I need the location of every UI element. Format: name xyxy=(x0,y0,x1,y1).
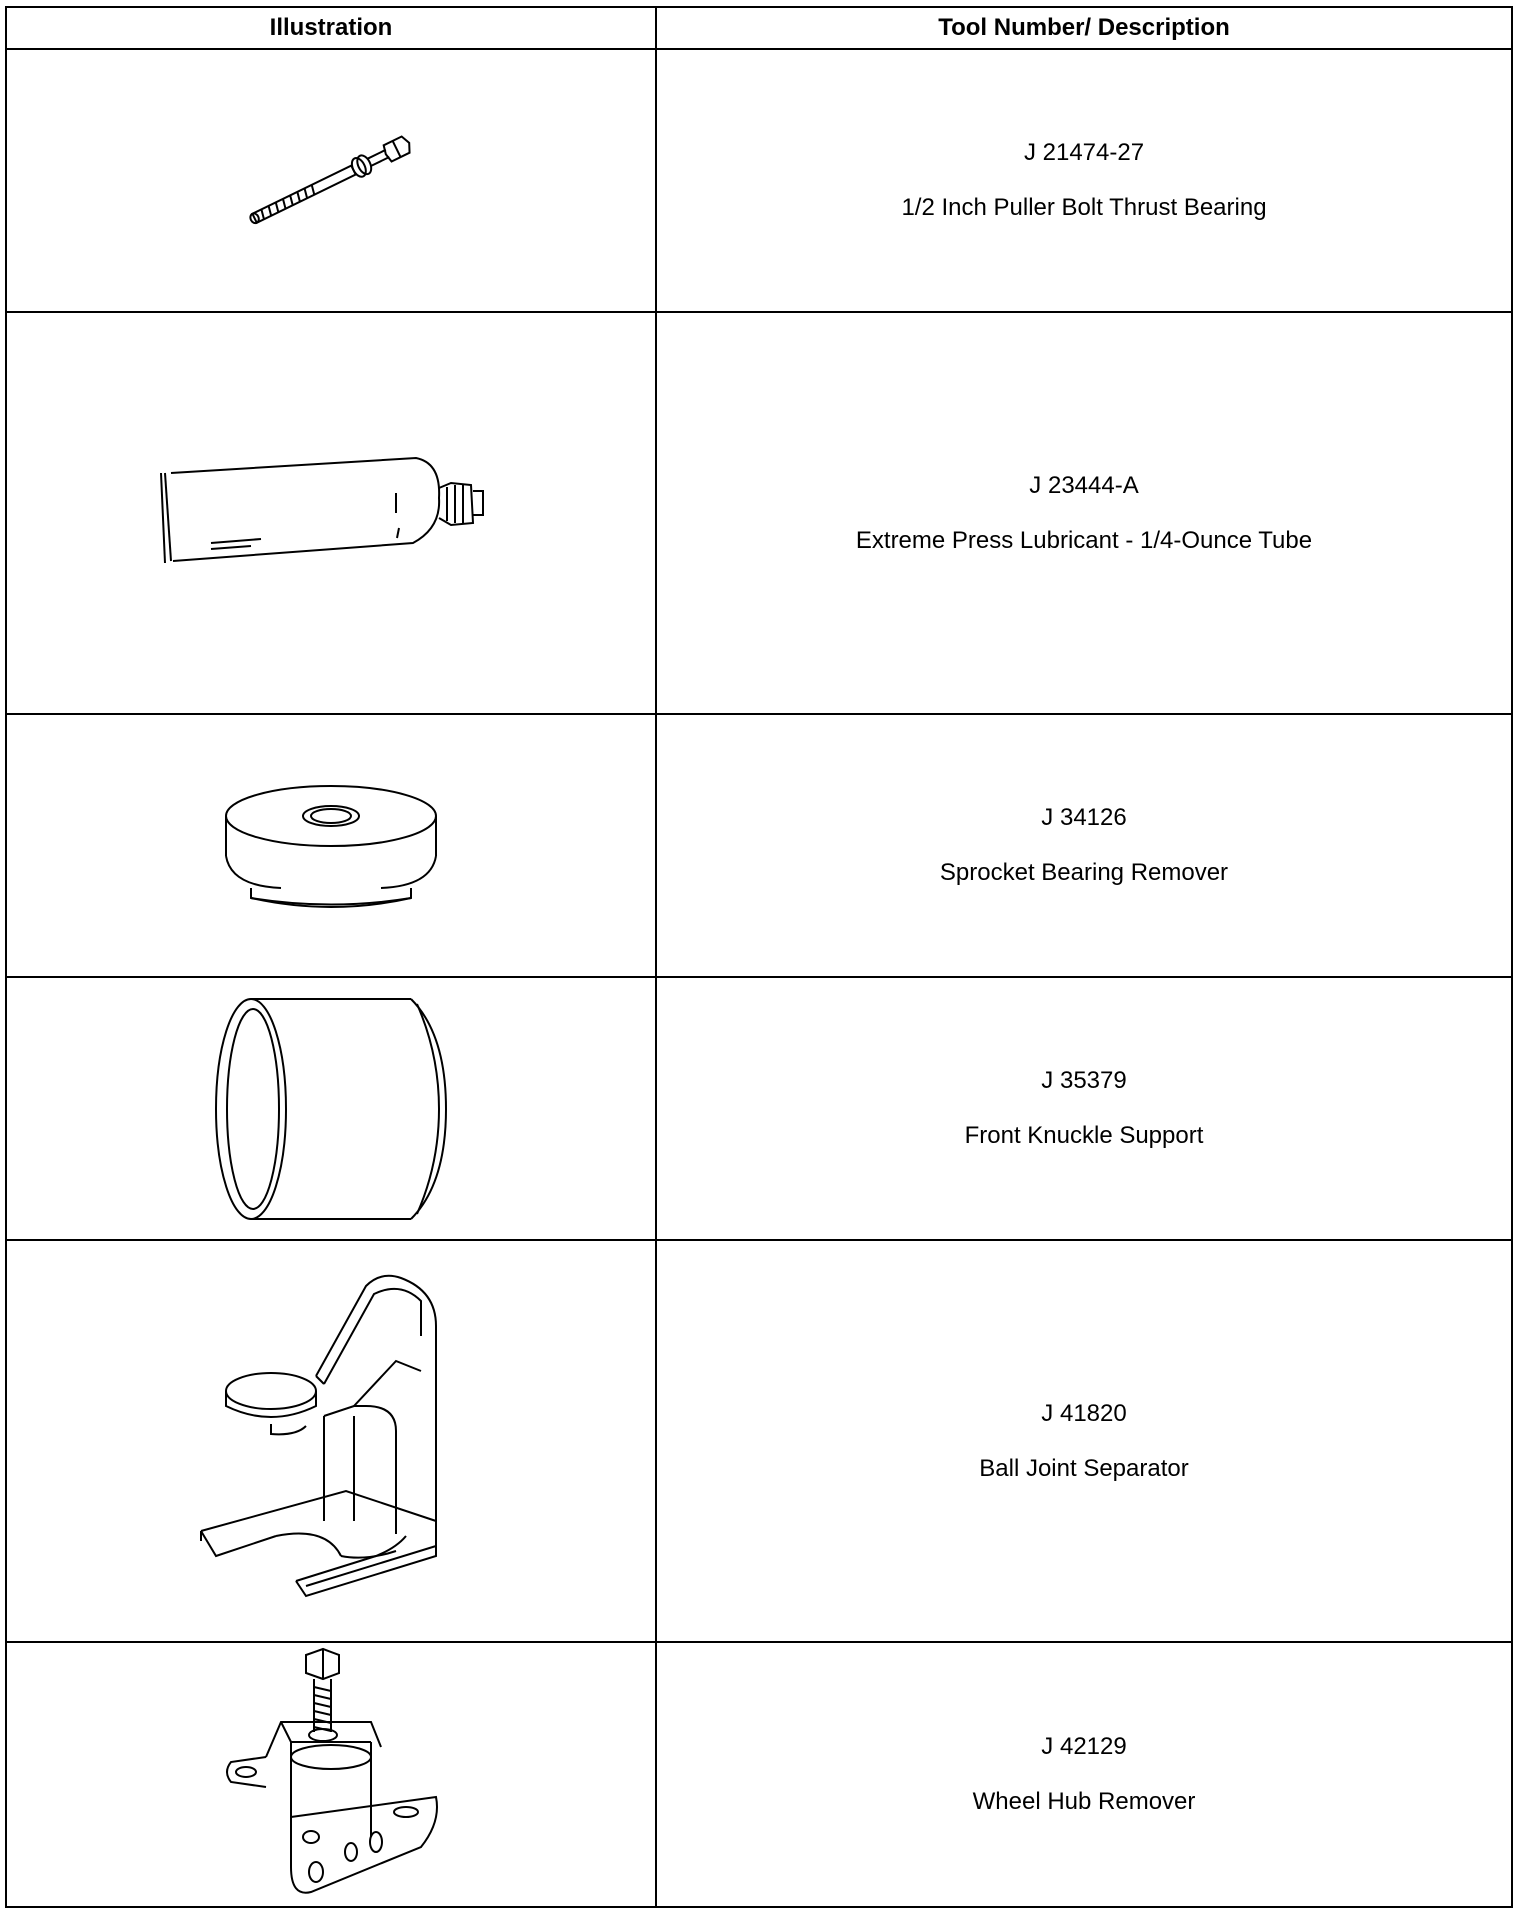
table-row xyxy=(6,977,1512,1240)
knuckle-support-icon xyxy=(211,994,451,1224)
tool-description: 1/2 Inch Puller Bolt Thrust Bearing xyxy=(901,194,1267,221)
tool-info-cell xyxy=(656,49,1512,312)
tool-info-cell xyxy=(656,1642,1512,1907)
wheel-hub-remover-icon xyxy=(221,1647,441,1902)
tool-info-cell xyxy=(656,977,1512,1240)
ball-joint-separator-icon xyxy=(196,1266,466,1616)
tool-description: Wheel Hub Remover xyxy=(972,1788,1196,1815)
tool-description: Ball Joint Separator xyxy=(979,1454,1189,1482)
tool-number: J 35379 xyxy=(1041,1067,1127,1094)
tool-number: J 23444-A xyxy=(1029,471,1139,499)
header-illustration: Illustration xyxy=(6,7,656,49)
tool-info-cell xyxy=(656,312,1512,714)
tool-info-cell xyxy=(656,714,1512,977)
illustration-cell xyxy=(6,1642,656,1907)
illustration-cell xyxy=(6,977,656,1240)
header-tool-description: Tool Number/ Description xyxy=(656,7,1512,49)
illustration-cell xyxy=(6,49,656,312)
table-row xyxy=(6,714,1512,977)
table-header-row xyxy=(6,7,1512,49)
tool-description: Sprocket Bearing Remover xyxy=(939,859,1229,886)
tool-description: Extreme Press Lubricant - 1/4-Ounce Tube xyxy=(855,526,1313,554)
tool-number: J 42129 xyxy=(1041,1733,1127,1760)
illustration-cell xyxy=(6,312,656,714)
puller-bolt-icon xyxy=(226,121,436,241)
tool-description: Front Knuckle Support xyxy=(964,1122,1204,1149)
illustration-cell xyxy=(6,714,656,977)
special-tools-table xyxy=(5,6,1513,1908)
bearing-remover-icon xyxy=(221,776,441,916)
table-row xyxy=(6,1642,1512,1907)
tool-number: J 34126 xyxy=(1041,804,1127,831)
table-row xyxy=(6,49,1512,312)
table-row xyxy=(6,1240,1512,1642)
tool-info-cell xyxy=(656,1240,1512,1642)
illustration-cell xyxy=(6,1240,656,1642)
table-row xyxy=(6,312,1512,714)
tool-number: J 21474-27 xyxy=(1023,139,1145,166)
tool-number: J 41820 xyxy=(1041,1399,1127,1427)
lubricant-tube-icon xyxy=(151,443,511,583)
